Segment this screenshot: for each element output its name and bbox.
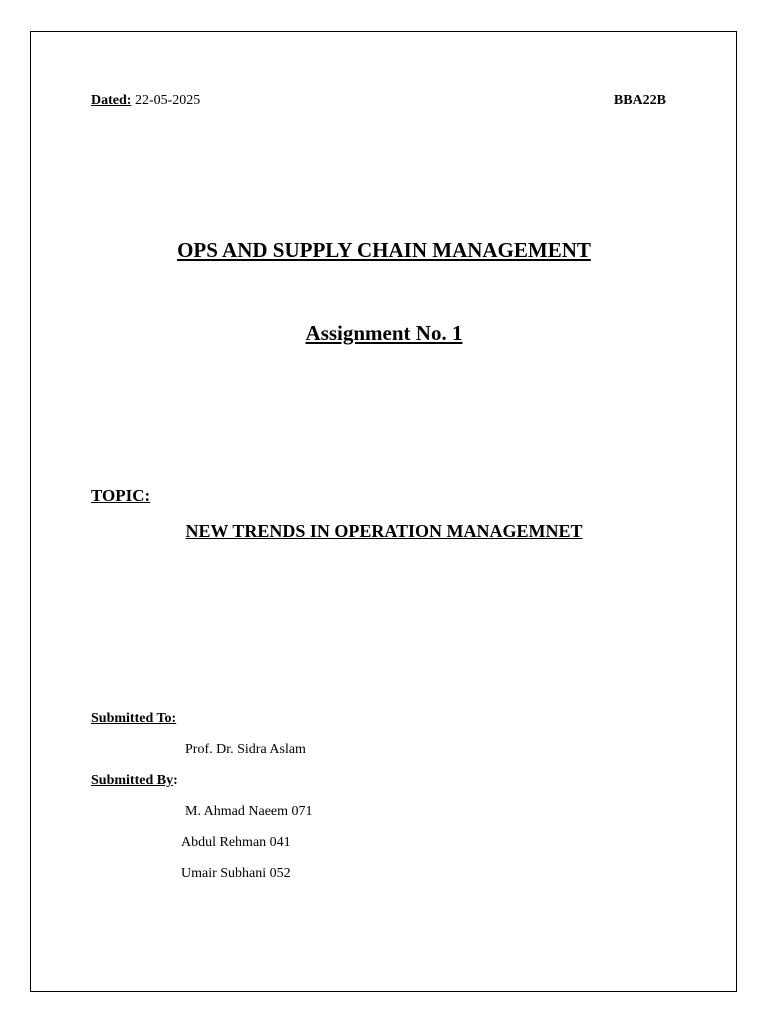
submitted-to-name: Prof. Dr. Sidra Aslam [185, 742, 306, 757]
member-2: Abdul Rehman 041 [181, 835, 291, 850]
class-code: BBA22B [613, 93, 666, 108]
submitted-by-label-colon: : [173, 773, 178, 788]
submitted-by-label-text: Submitted By [91, 773, 174, 788]
dated-value: 22-05-2025 [131, 93, 201, 108]
submitted-by-label [91, 773, 178, 789]
dated-label: Dated: [91, 93, 132, 108]
assignment-title: Assignment No. 1 [305, 321, 463, 345]
member-3: Umair Subhani 052 [181, 866, 291, 881]
course-title: OPS AND SUPPLY CHAIN MANAGEMENT [177, 238, 591, 262]
page-border [30, 31, 737, 992]
submitted-to-label: Submitted To: [91, 711, 177, 726]
topic-label: TOPIC: [91, 486, 151, 505]
topic-value: NEW TRENDS IN OPERATION MANAGEMNET [185, 521, 583, 541]
dated-row [91, 93, 200, 109]
member-1: M. Ahmad Naeem 071 [185, 804, 313, 819]
